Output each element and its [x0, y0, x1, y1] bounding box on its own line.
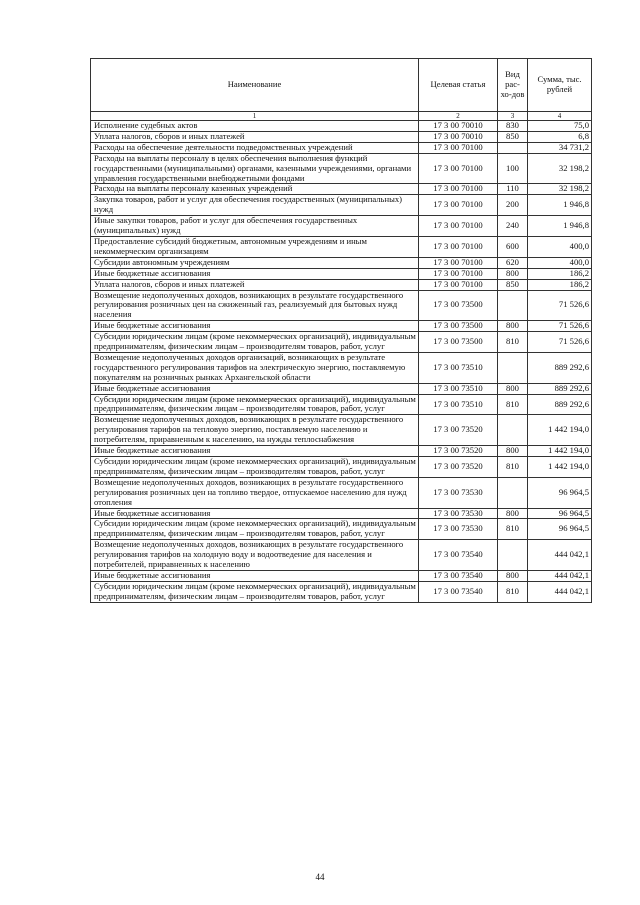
table-row	[91, 236, 592, 257]
table-row	[91, 540, 592, 571]
row-target-article: 17 3 00 70100	[419, 142, 498, 153]
row-name: Иные бюджетные ассигнования	[91, 268, 419, 279]
row-sum: 1 946,8	[528, 195, 592, 216]
row-sum: 444 042,1	[528, 540, 592, 571]
row-target-article: 17 3 00 73530	[419, 508, 498, 519]
row-name: Возмещение недополученных доходов, возникающих в результате государственного регулирования розничных цен на сжиженный газ, реализуемый для бытовых нужд населения	[91, 290, 419, 321]
row-expense-type	[498, 352, 528, 383]
row-target-article: 17 3 00 73530	[419, 519, 498, 540]
row-expense-type: 810	[498, 457, 528, 478]
row-name: Закупка товаров, работ и услуг для обеспечения государственных (муниципальных) нужд	[91, 195, 419, 216]
row-expense-type: 810	[498, 394, 528, 415]
header-name: Наименование	[91, 59, 419, 112]
row-sum: 96 964,5	[528, 508, 592, 519]
row-name: Расходы на обеспечение деятельности подведомственных учреждений	[91, 142, 419, 153]
row-target-article: 17 3 00 73500	[419, 332, 498, 353]
row-expense-type	[498, 290, 528, 321]
table-row	[91, 142, 592, 153]
row-sum: 96 964,5	[528, 477, 592, 508]
row-name: Субсидии юридическим лицам (кроме некоммерческих организаций), индивидуальным предпринимателям, физическим лицам – производителям товаров, работ, услуг	[91, 332, 419, 353]
row-expense-type: 620	[498, 257, 528, 268]
table-row	[91, 195, 592, 216]
row-expense-type: 110	[498, 184, 528, 195]
row-name: Возмещение недополученных доходов, возникающих в результате государственного регулирования розничных цен на топливо твердое, отпускаемое населению для нужд отопления	[91, 477, 419, 508]
row-target-article: 17 3 00 70010	[419, 131, 498, 142]
row-target-article: 17 3 00 73500	[419, 321, 498, 332]
column-number: 2	[419, 112, 498, 121]
table-row	[91, 268, 592, 279]
row-expense-type: 200	[498, 195, 528, 216]
row-sum: 32 198,2	[528, 184, 592, 195]
row-expense-type: 800	[498, 446, 528, 457]
row-sum: 1 946,8	[528, 216, 592, 237]
row-target-article: 17 3 00 73510	[419, 352, 498, 383]
row-sum: 6,8	[528, 131, 592, 142]
row-target-article: 17 3 00 73500	[419, 290, 498, 321]
table-row	[91, 121, 592, 132]
row-target-article: 17 3 00 70100	[419, 268, 498, 279]
table-row	[91, 383, 592, 394]
row-name: Иные бюджетные ассигнования	[91, 570, 419, 581]
row-name: Иные бюджетные ассигнования	[91, 446, 419, 457]
row-expense-type: 800	[498, 383, 528, 394]
row-name: Иные бюджетные ассигнования	[91, 508, 419, 519]
header-sum: Сумма, тыс. рублей	[528, 59, 592, 112]
table-row	[91, 184, 592, 195]
table-row	[91, 290, 592, 321]
row-name: Уплата налогов, сборов и иных платежей	[91, 279, 419, 290]
row-sum: 186,2	[528, 268, 592, 279]
row-name: Субсидии юридическим лицам (кроме некоммерческих организаций), индивидуальным предпринимателям, физическим лицам – производителям товаров, работ, услуг	[91, 519, 419, 540]
row-sum: 71 526,6	[528, 290, 592, 321]
table-row	[91, 581, 592, 602]
row-name: Расходы на выплаты персоналу казенных учреждений	[91, 184, 419, 195]
header-target-article: Целевая статья	[419, 59, 498, 112]
column-number: 1	[91, 112, 419, 121]
table-row	[91, 153, 592, 184]
row-expense-type: 850	[498, 279, 528, 290]
table-row	[91, 415, 592, 446]
row-name: Субсидии юридическим лицам (кроме некоммерческих организаций), индивидуальным предпринимателям, физическим лицам – производителям товаров, работ, услуг	[91, 457, 419, 478]
row-target-article: 17 3 00 73540	[419, 581, 498, 602]
row-name: Предоставление субсидий бюджетным, автономным учреждениям и иным некоммерческим организациям	[91, 236, 419, 257]
row-expense-type	[498, 415, 528, 446]
row-name: Иные бюджетные ассигнования	[91, 383, 419, 394]
row-sum: 1 442 194,0	[528, 457, 592, 478]
table-row	[91, 446, 592, 457]
table-row	[91, 216, 592, 237]
column-number: 4	[528, 112, 592, 121]
header-expense-type: Вид рас-хо-дов	[498, 59, 528, 112]
row-sum: 1 442 194,0	[528, 415, 592, 446]
table-row	[91, 508, 592, 519]
row-expense-type: 800	[498, 508, 528, 519]
row-expense-type: 810	[498, 519, 528, 540]
row-target-article: 17 3 00 70100	[419, 279, 498, 290]
row-expense-type	[498, 142, 528, 153]
table-row	[91, 519, 592, 540]
row-target-article: 17 3 00 73520	[419, 415, 498, 446]
row-name: Уплата налогов, сборов и иных платежей	[91, 131, 419, 142]
row-target-article: 17 3 00 73520	[419, 446, 498, 457]
table-row	[91, 279, 592, 290]
row-name: Возмещение недополученных доходов, возникающих в результате государственного регулирования тарифов на тепловую энергию, поставляемую населению и потребителям, приравненным к населению, на нужды теплоснабжения	[91, 415, 419, 446]
table-row	[91, 570, 592, 581]
row-sum: 71 526,6	[528, 321, 592, 332]
row-target-article: 17 3 00 70010	[419, 121, 498, 132]
row-expense-type: 850	[498, 131, 528, 142]
row-expense-type: 830	[498, 121, 528, 132]
row-target-article: 17 3 00 70100	[419, 216, 498, 237]
row-sum: 889 292,6	[528, 383, 592, 394]
row-sum: 889 292,6	[528, 352, 592, 383]
row-sum: 400,0	[528, 257, 592, 268]
row-target-article: 17 3 00 70100	[419, 184, 498, 195]
row-sum: 444 042,1	[528, 581, 592, 602]
table-row	[91, 332, 592, 353]
row-target-article: 17 3 00 70100	[419, 236, 498, 257]
row-sum: 71 526,6	[528, 332, 592, 353]
row-expense-type: 810	[498, 581, 528, 602]
row-expense-type: 100	[498, 153, 528, 184]
row-expense-type	[498, 540, 528, 571]
row-name: Субсидии автономным учреждениям	[91, 257, 419, 268]
row-target-article: 17 3 00 70100	[419, 153, 498, 184]
row-name: Иные закупки товаров, работ и услуг для обеспечения государственных (муниципальных) нужд	[91, 216, 419, 237]
row-expense-type: 800	[498, 570, 528, 581]
row-name: Расходы на выплаты персоналу в целях обеспечения выполнения функций государственными (муниципальными) органами, казенными учреждениями, органами управления государственными внебюджетными фондами	[91, 153, 419, 184]
row-target-article: 17 3 00 73510	[419, 383, 498, 394]
row-name: Субсидии юридическим лицам (кроме некоммерческих организаций), индивидуальным предпринимателям, физическим лицам – производителям товаров, работ, услуг	[91, 394, 419, 415]
row-name: Исполнение судебных актов	[91, 121, 419, 132]
row-sum: 889 292,6	[528, 394, 592, 415]
row-expense-type: 810	[498, 332, 528, 353]
table-row	[91, 321, 592, 332]
row-sum: 75,0	[528, 121, 592, 132]
row-expense-type: 800	[498, 321, 528, 332]
row-name: Возмещение недополученных доходов организаций, возникающих в результате государственного регулирования тарифов на электрическую энергию, поставляемую покупателям на розничных рынках Архангельской области	[91, 352, 419, 383]
row-target-article: 17 3 00 70100	[419, 195, 498, 216]
row-target-article: 17 3 00 70100	[419, 257, 498, 268]
row-expense-type	[498, 477, 528, 508]
row-expense-type: 240	[498, 216, 528, 237]
table-row	[91, 352, 592, 383]
row-name: Возмещение недополученных доходов, возникающих в результате государственного регулирования тарифов на холодную воду и водоотведение для населения и потребителей, приравненных к населению	[91, 540, 419, 571]
page-number: 44	[315, 872, 325, 882]
row-target-article: 17 3 00 73520	[419, 457, 498, 478]
row-expense-type: 600	[498, 236, 528, 257]
table-row	[91, 394, 592, 415]
row-target-article: 17 3 00 73540	[419, 570, 498, 581]
row-target-article: 17 3 00 73540	[419, 540, 498, 571]
column-number: 3	[498, 112, 528, 121]
row-sum: 400,0	[528, 236, 592, 257]
row-name: Субсидии юридическим лицам (кроме некоммерческих организаций), индивидуальным предпринимателям, физическим лицам – производителям товаров, работ, услуг	[91, 581, 419, 602]
row-target-article: 17 3 00 73530	[419, 477, 498, 508]
table-row	[91, 257, 592, 268]
row-expense-type: 800	[498, 268, 528, 279]
row-sum: 32 198,2	[528, 153, 592, 184]
row-sum: 34 731,2	[528, 142, 592, 153]
row-name: Иные бюджетные ассигнования	[91, 321, 419, 332]
budget-table	[90, 58, 592, 603]
row-sum: 444 042,1	[528, 570, 592, 581]
table-row	[91, 477, 592, 508]
table-body	[91, 121, 592, 603]
row-target-article: 17 3 00 73510	[419, 394, 498, 415]
table-row	[91, 457, 592, 478]
row-sum: 96 964,5	[528, 519, 592, 540]
row-sum: 1 442 194,0	[528, 446, 592, 457]
row-sum: 186,2	[528, 279, 592, 290]
table-row	[91, 131, 592, 142]
